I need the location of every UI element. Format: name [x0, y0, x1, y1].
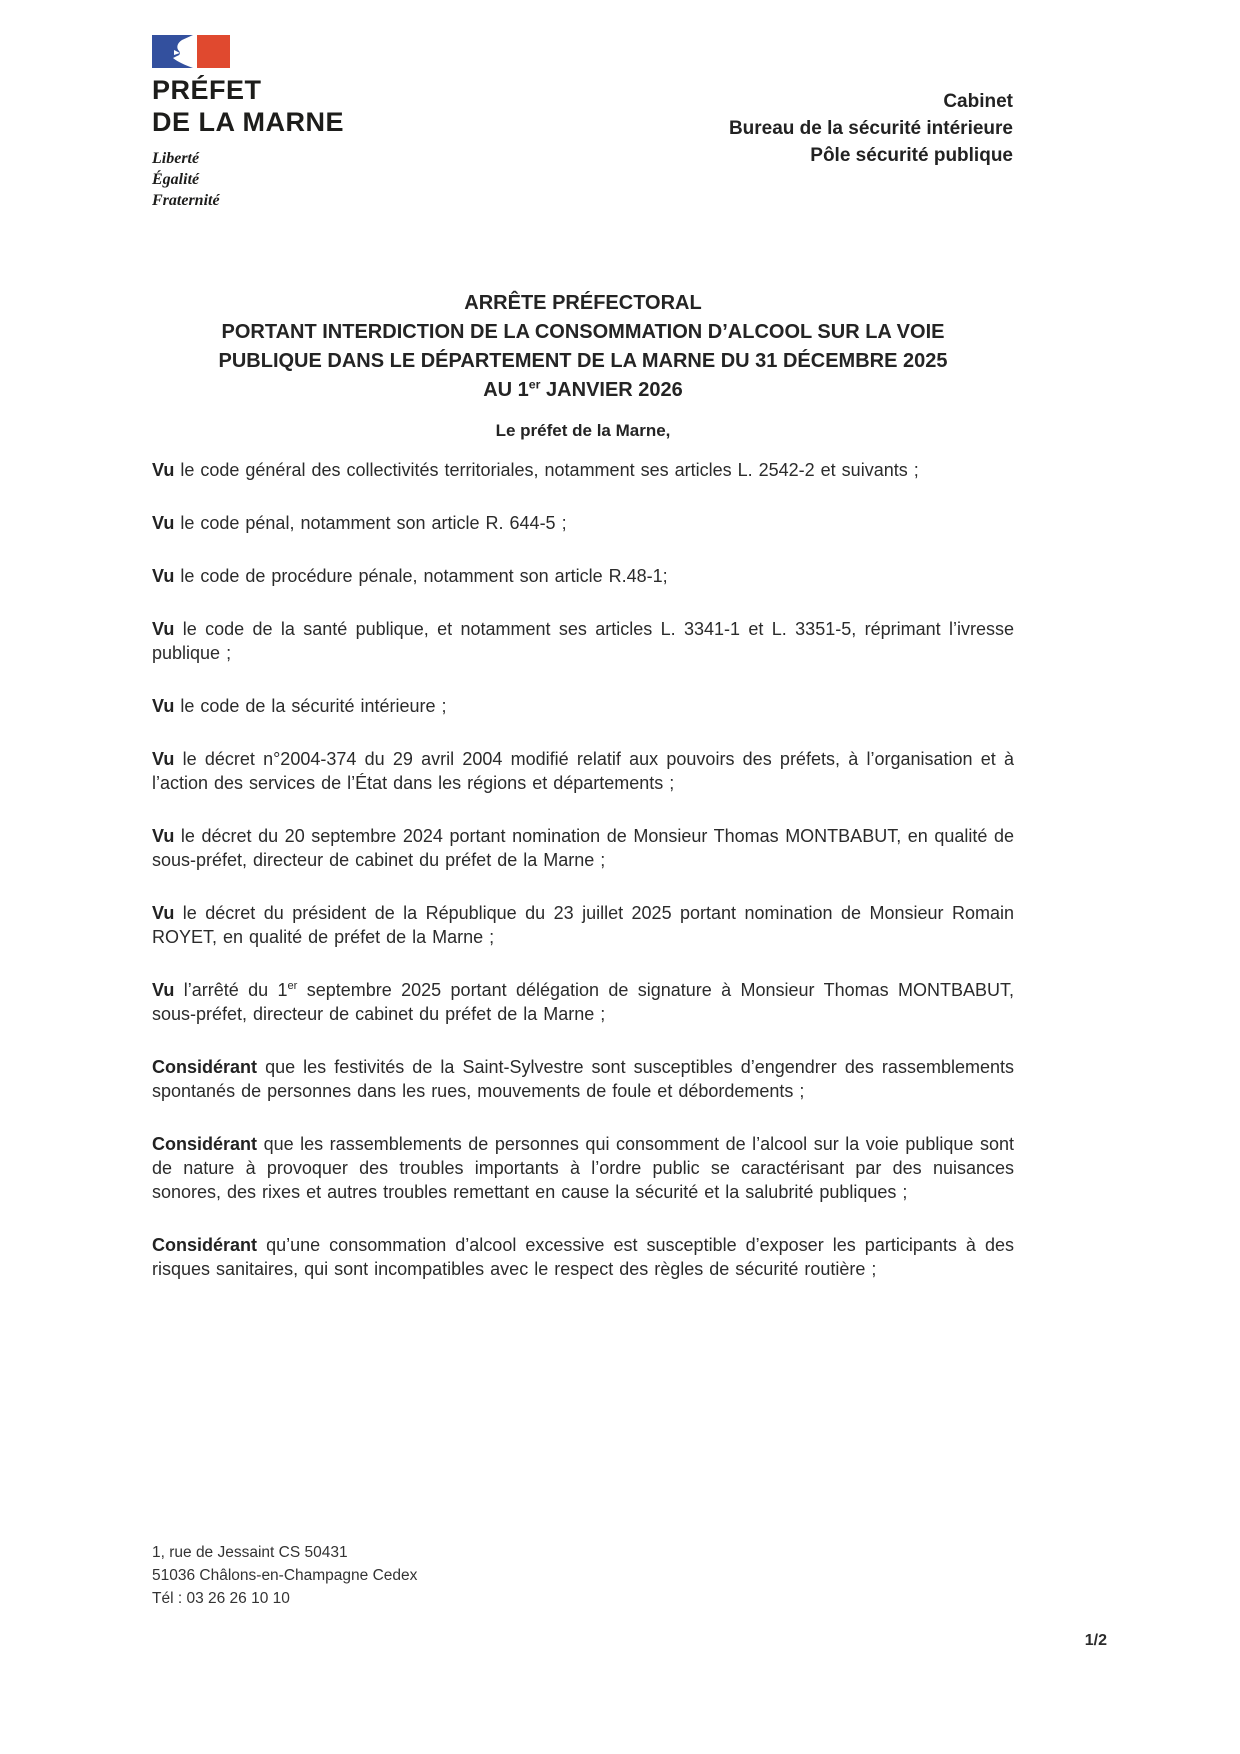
decree-paragraph-vu-4	[152, 617, 1014, 665]
prefecture-name-line1: PRÉFET	[152, 75, 262, 105]
paragraph-text: le décret du 20 septembre 2024 portant nomination de Monsieur Thomas MONTBABUT, en qualité de sous-préfet, directeur de cabinet du préfet de la Marne ;	[152, 826, 1014, 870]
paragraph-text: que les rassemblements de personnes qui consomment de l’alcool sur la voie publique sont de nature à provoquer des troubles importants à l’ordre public se caractérisant par des nuisances sonores, des rixes et autres troubles remettant en cause la sécurité et la salubrité publiques ;	[152, 1134, 1014, 1202]
service-bureau: Bureau de la sécurité intérieure	[728, 118, 1013, 139]
paragraph-text: le code de procédure pénale, notamment son article R.48-1;	[180, 566, 668, 586]
decree-body	[152, 458, 1014, 1310]
motto-liberte: Liberté	[152, 150, 200, 167]
prefecture-name	[152, 74, 344, 138]
republic-motto	[152, 148, 344, 211]
decree-paragraph-vu-1	[152, 458, 1014, 482]
motto-fraternite: Fraternité	[152, 192, 220, 209]
address-line1: 1, rue de Jessaint CS 50431	[152, 1544, 348, 1561]
paragraph-text: le code de la sécurité intérieure ;	[180, 696, 447, 716]
decree-paragraph-vu-9	[152, 978, 1014, 1026]
issuing-service-block	[729, 88, 1013, 169]
page-number: 1/2	[1084, 1632, 1107, 1649]
paragraph-lead: Considérant	[152, 1057, 258, 1077]
paragraph-lead: Vu	[152, 566, 175, 586]
decree-title-line2: PORTANT INTERDICTION DE LA CONSOMMATION D’ALCOOL SUR LA VOIE	[221, 321, 945, 343]
decree-title-line1: ARRÊTE PRÉFECTORAL	[464, 292, 702, 314]
paragraph-text: le code de la santé publique, et notamment ses articles L. 3341-1 et L. 3351-5, réprimant l’ivresse publique ;	[152, 619, 1014, 663]
address-line2: 51036 Châlons-en-Champagne Cedex	[152, 1567, 418, 1584]
paragraph-text: le code pénal, notamment son article R. 644-5 ;	[180, 513, 567, 533]
decree-title	[152, 289, 1014, 405]
paragraph-text: le décret n°2004-374 du 29 avril 2004 modifié relatif aux pouvoirs des préfets, à l’organisation et à l’action des services de l’État dans les régions et départements ;	[152, 749, 1014, 793]
decree-title-line3: PUBLIQUE DANS LE DÉPARTEMENT DE LA MARNE DU 31 DÉCEMBRE 2025	[218, 350, 948, 372]
paragraph-text: le code général des collectivités territoriales, notamment ses articles L. 2542-2 et suivants ;	[180, 460, 919, 480]
salutation: Le préfet de la Marne,	[495, 421, 671, 440]
decree-paragraph-vu-5	[152, 694, 1014, 718]
decree-title-line4: AU 1er JANVIER 2026	[483, 377, 683, 401]
phone-line: Tél : 03 26 26 10 10	[152, 1590, 290, 1607]
paragraph-lead: Vu	[152, 696, 175, 716]
paragraph-lead: Vu	[152, 826, 175, 846]
paragraph-lead: Vu	[152, 619, 175, 639]
paragraph-lead: Vu	[152, 749, 175, 769]
prefecture-logo-block	[152, 35, 344, 211]
french-flag-marianne-icon	[152, 35, 230, 68]
decree-paragraph-vu-8	[152, 901, 1014, 949]
paragraph-lead: Vu	[152, 513, 175, 533]
paragraph-lead: Considérant	[152, 1235, 258, 1255]
prefecture-name-line2: DE LA MARNE	[152, 107, 344, 137]
decree-paragraph-considerant-1	[152, 1055, 1014, 1103]
paragraph-text: que les festivités de la Saint-Sylvestre sont susceptibles d’engendrer des rassemblements spontanés de personnes dans les rues, mouvements de foule et débordements ;	[152, 1057, 1014, 1101]
decree-paragraph-vu-2	[152, 511, 1014, 535]
decree-paragraph-considerant-3	[152, 1233, 1014, 1281]
motto-egalite: Égalité	[152, 171, 200, 188]
prefecture-address-block	[152, 1541, 417, 1610]
paragraph-lead: Vu	[152, 980, 175, 1000]
paragraph-lead: Vu	[152, 903, 175, 923]
service-pole: Pôle sécurité publique	[810, 145, 1013, 166]
decree-paragraph-vu-6	[152, 747, 1014, 795]
service-cabinet: Cabinet	[943, 91, 1013, 112]
paragraph-lead: Vu	[152, 460, 175, 480]
paragraph-text: l’arrêté du 1er septembre 2025 portant délégation de signature à Monsieur Thomas MONTBABUT, sous-préfet, directeur de cabinet du préfet de la Marne ;	[152, 980, 1014, 1024]
decree-paragraph-considerant-2	[152, 1132, 1014, 1204]
paragraph-text: qu’une consommation d’alcool excessive est susceptible d’exposer les participants à des risques sanitaires, qui sont incompatibles avec le respect des règles de sécurité routière ;	[152, 1235, 1014, 1279]
decree-paragraph-vu-7	[152, 824, 1014, 872]
paragraph-text: le décret du président de la République du 23 juillet 2025 portant nomination de Monsieur Romain ROYET, en qualité de préfet de la Marne ;	[152, 903, 1014, 947]
decree-paragraph-vu-3	[152, 564, 1014, 588]
paragraph-lead: Considérant	[152, 1134, 258, 1154]
